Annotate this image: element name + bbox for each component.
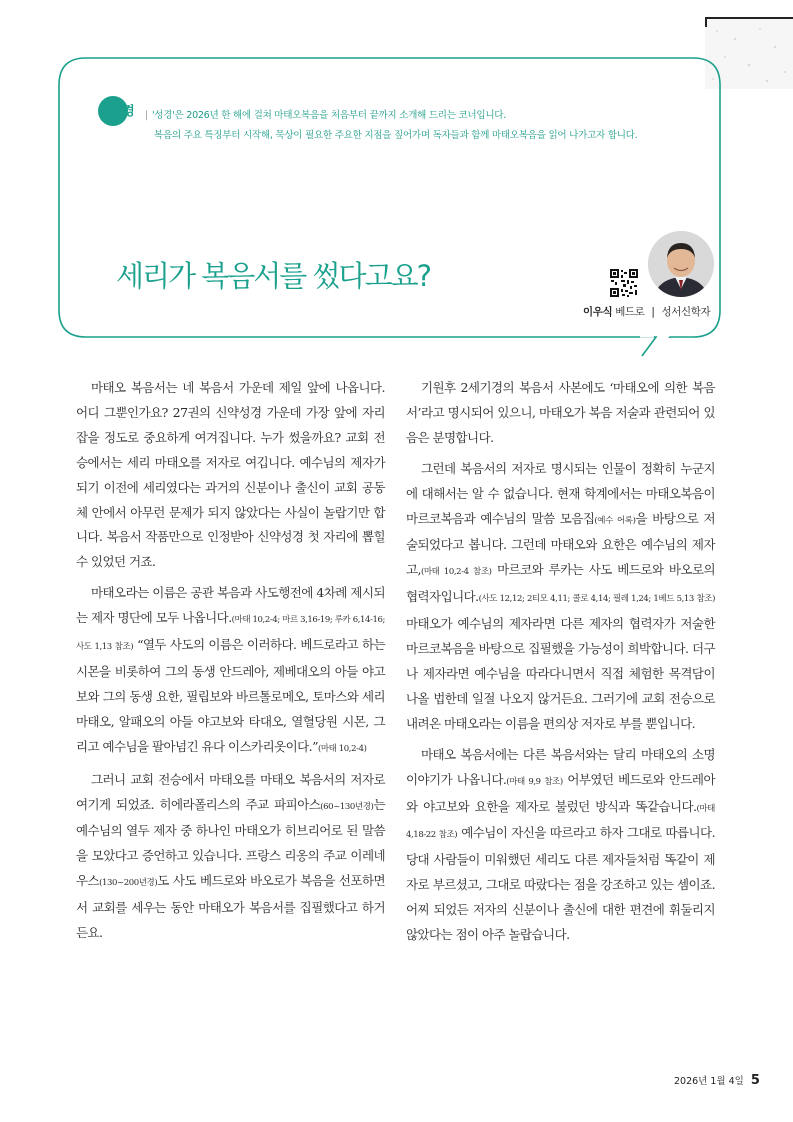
citation: (마태 9,9 참조)	[506, 776, 563, 787]
paragraph: 그런데 복음서의 저자로 명시되는 인물이 정확히 누군지에 대해서는 알 수 없습니다. 현재 학계에서는 마태오복음이 마르코복음과 예수님의 말씀 모음집(예수 어록)을 바탕으로 저술되었다고 봅니다. 그런데 마태오와 요한은 예수님의 제자고,(마태 10,2-4 참조) 마르코와 루카는 사도 베드로와 바오로의 협력자입니다.(사도 12,12; 2티모 4,11; 콜로 4,14; 필레 1,24; 1베드 5,13 참조) 마태오가 예수님의 제자라면 다른 제자의 협력자가 저술한 마르코복음을 바탕으로 집필했을 가능성이 희박합니다. 더구나 제자라면 예수님을 따라다니면서 직접 체험한 목격담이 나올 법한데 일절 나오지 않거든요. 그러기에 교회 전승으로 내려온 마태오라는 이름을 편의상 저자로 부를 뿐입니다.	[406, 460, 715, 731]
qr-code-icon	[609, 268, 639, 298]
issue-date: 2026년 1월 4일	[674, 1076, 744, 1087]
page-footer	[674, 1073, 760, 1088]
bubble-tail	[640, 334, 670, 364]
author-name: 이우식	[583, 306, 613, 318]
section-tag: 성경	[111, 103, 135, 118]
article-column-1	[76, 376, 385, 946]
intro-line-2: 복음의 주요 특징부터 시작해, 묵상이 필요한 주요한 지점을 짚어가며 독자들과 함께 마태오복음을 읽어 나가고자 합니다.	[154, 130, 638, 141]
section-intro: | '성경'은 2026년 한 해에 걸쳐 마태오복음을 처음부터 끝까지 소개해 드리는 코너입니다. 복음의 주요 특징부터 시작해, 묵상이 필요한 주요한 지점을 짚어가며 독자들과 함께 마태오복음을 읽어 나가고자 합니다.	[145, 106, 637, 146]
paragraph: 그러니 교회 전승에서 마태오를 마태오 복음서의 저자로 여기게 되었죠. 히에라폴리스의 주교 파피아스(60~130년경)는 예수님의 열두 제자 중 하나인 마태오가 히브리어로 된 말씀을 모았다고 증언하고 있습니다. 프랑스 리옹의 주교 이레네우스(130~200년경)도 사도 베드로와 바오로가 복음을 선포하면서 교회를 세우는 동안 마태오가 복음서를 집필했다고 하거든요.	[76, 771, 385, 941]
citation: (130~200년경)	[99, 878, 158, 889]
article-title: 세리가 복음서를 썼다고요?	[116, 259, 430, 293]
paragraph: 마태오 복음서는 네 복음서 가운데 제일 앞에 나옵니다. 어디 그뿐인가요? 27권의 신약성경 가운데 가장 앞에 자리 잡을 정도로 중요하게 여겨집니다. 누가 썼을까요? 교회 전승에서는 세리 마태오를 저자로 여깁니다. 예수님의 제자가 되기 이전에 세리였다는 과거의 신분이나 출신이 교회 공동체 안에서 아무런 문제가 되지 않았다는 사실이 놀랍기만 합니다. 복음서 작품만으로 인정받아 신약성경 첫 자리에 뽑힐 수 있었던 거죠.	[76, 380, 385, 570]
citation: (예수 어록)	[594, 515, 636, 526]
citation: (사도 12,12; 2티모 4,11; 콜로 4,14; 필레 1,24; 1베드 5,13 참조)	[478, 594, 715, 605]
author-credit: 이우식 베드로 | 성서신학자	[583, 306, 711, 318]
author-affiliation: 성서신학자	[661, 306, 711, 318]
author-photo	[648, 231, 714, 297]
paragraph: 기원후 2세기경의 복음서 사본에도 ‘마태오에 의한 복음서’라고 명시되어 있으니, 마태오가 복음 저술과 관련되어 있음은 분명합니다.	[406, 380, 715, 445]
citation: (마태 10,2-4; 마르 3,16-19; 루카 6,14-16; 사도 1,13 참조)	[76, 615, 385, 653]
citation: (마태 4,18-22 참조)	[406, 803, 715, 841]
paragraph: 마태오 복음서에는 다른 복음서와는 달리 마태오의 소명 이야기가 나옵니다.(마태 9,9 참조) 어부였던 베드로와 안드레아와 야고보와 요한을 제자로 불렀던 방식과 똑같습니다.(마태 4,18-22 참조) 예수님이 자신을 따르라고 하자 그대로 따릅니다. 당대 사람들이 미워했던 세리도 다른 제자들처럼 똑같이 제자로 부르셨고, 그대로 따랐다는 점을 강조하고 있는 셈이죠. 어찌 되었든 저자의 신분이나 출신에 대한 편견에 휘둘리지 않았다는 점이 아주 놀랍습니다.	[406, 746, 716, 943]
citation: (마태 10,2-4 참조)	[420, 567, 492, 578]
citation: (마태 10,2-4)	[317, 743, 367, 754]
citation: (60~130년경)	[320, 801, 374, 812]
article-column-2	[406, 376, 715, 948]
paragraph: 마태오라는 이름은 공관 복음과 사도행전에 4차례 제시되는 제자 명단에 모두 나옵니다.(마태 10,2-4; 마르 3,16-19; 루카 6,14-16; 사도 1,13 참조) “열두 사도의 이름은 이러하다. 베드로라고 하는 시몬을 비롯하여 그의 동생 안드레아, 제베대오의 아들 야고보와 그의 동생 요한, 필립보와 바르톨로메오, 토마스와 세리 마태오, 알패오의 아들 야고보와 타대오, 열혈당원 시몬, 그리고 예수님을 팔아넘긴 유다 이스카리옷이다.”(마태 10,2-4)	[76, 585, 385, 754]
page-number: 5	[750, 1073, 760, 1088]
author-title: 베드로	[615, 306, 645, 318]
intro-line-1: '성경'은 2026년 한 해에 걸쳐 마태오복음을 처음부터 끝까지 소개해 드리는 코너입니다.	[151, 110, 507, 121]
